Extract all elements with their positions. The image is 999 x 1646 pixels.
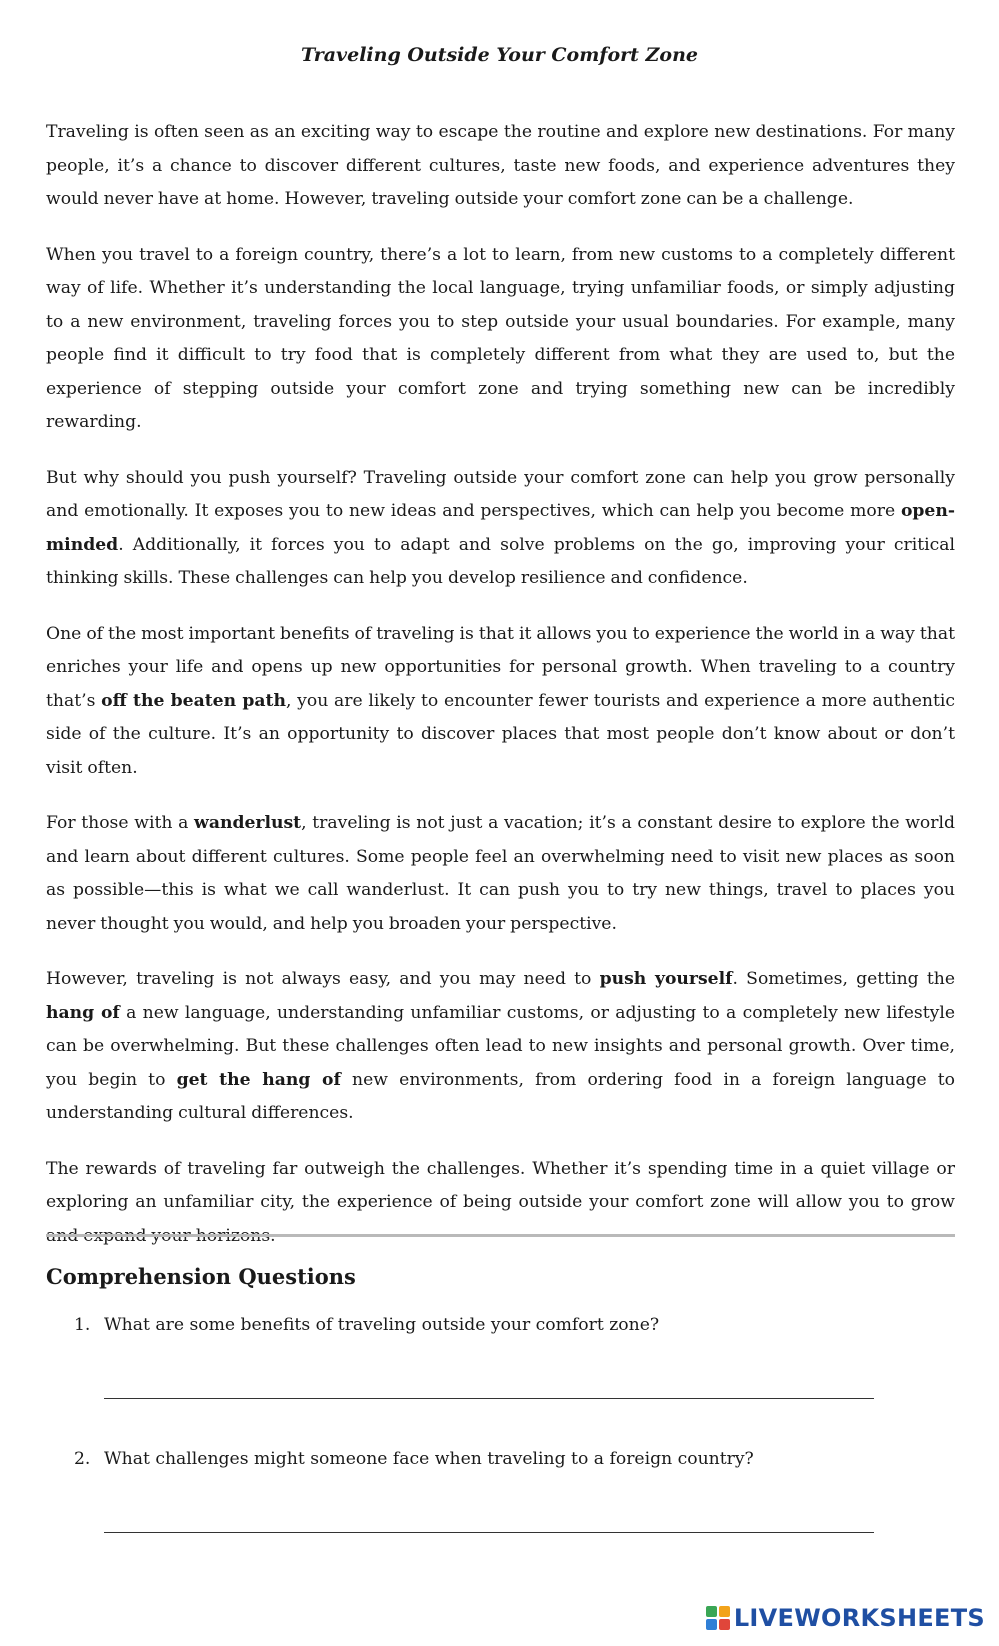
text-run-0: Traveling is often seen as an exciting way to escape the routine and explore new destinations. For many people, it’s a chance to discover different cultures, taste new foods, and experience adventures they would never have at home. However, traveling outside your comfort zone can be a challenge. bbox=[46, 122, 955, 209]
liveworksheets-logo-icon bbox=[706, 1606, 730, 1630]
reading-passage bbox=[46, 116, 955, 1275]
text-run-4: a new language, understanding unfamiliar customs, or adjusting to a completely new lifestyle can be overwhelming. But these challenges often lead to new insights and personal growth. Over time, you begin to bbox=[46, 1002, 955, 1090]
answer-line-1[interactable] bbox=[104, 1398, 874, 1399]
text-run-0: When you travel to a foreign country, there’s a lot to learn, from new customs to a completely different way of life. Whether it’s understanding the local language, trying unfamiliar foods, or simply adjusting to a new environment, traveling forces you to step outside your usual boundaries. For example, many people find it difficult to try food that is completely different from what they are used to, but the experience of stepping outside your comfort zone and trying something new can be incredibly rewarding. bbox=[46, 244, 955, 432]
question-1 bbox=[74, 1312, 874, 1338]
text-run-2: . Additionally, it forces you to adapt and solve problems on the go, improving your critical thinking skills. These challenges can help you develop resilience and confidence. bbox=[46, 534, 955, 588]
document-title: Traveling Outside Your Comfort Zone bbox=[300, 44, 698, 66]
bold-term-5: get the hang of bbox=[176, 1069, 341, 1090]
question-1-number: 1. bbox=[74, 1315, 91, 1335]
brand-text: LIVEWORKSHEETS bbox=[733, 1604, 985, 1632]
bold-term-1: off the beaten path bbox=[101, 690, 286, 711]
paragraph-3 bbox=[46, 462, 955, 596]
paragraph-2 bbox=[46, 239, 955, 440]
text-run-2: . Sometimes, getting the bbox=[732, 969, 955, 989]
logo-square-3 bbox=[706, 1619, 717, 1630]
question-1-text: What are some benefits of traveling outside your comfort zone? bbox=[104, 1315, 660, 1335]
paragraph-5 bbox=[46, 807, 955, 941]
paragraph-1 bbox=[46, 116, 955, 217]
text-run-6: new environments, from ordering food in a foreign language to understanding cultural differences. bbox=[46, 1069, 956, 1123]
question-2-number: 2. bbox=[74, 1449, 91, 1469]
question-2 bbox=[74, 1446, 874, 1472]
questions-heading: Comprehension Questions bbox=[46, 1264, 356, 1289]
bold-term-1: push yourself bbox=[599, 969, 733, 989]
answer-line-2[interactable] bbox=[104, 1532, 874, 1533]
text-run-2: , you are likely to encounter fewer tourists and experience a more authentic side of the culture. It’s an opportunity to discover places that most people don’t know about or don’t visit often. bbox=[46, 690, 955, 778]
paragraph-7 bbox=[46, 1153, 955, 1254]
logo-square-2 bbox=[719, 1606, 730, 1617]
bold-term-1: wanderlust bbox=[194, 813, 302, 833]
text-run-0: The rewards of traveling far outweigh the challenges. Whether it’s spending time in a quiet village or exploring an unfamiliar city, the experience of being outside your comfort zone will allow you to grow and expand your horizons. bbox=[46, 1158, 955, 1246]
bold-term-1: open-minded bbox=[46, 501, 955, 555]
liveworksheets-brand bbox=[706, 1604, 985, 1632]
question-2-text: What challenges might someone face when traveling to a foreign country? bbox=[104, 1449, 754, 1469]
text-run-2: , traveling is not just a vacation; it’s a constant desire to explore the world and learn about different cultures. Some people feel an overwhelming need to visit new places as soon as possible—this is what we call wanderlust. It can push you to try new things, travel to places you never thought you would, and help you broaden your perspective. bbox=[46, 813, 955, 934]
text-run-0: But why should you push yourself? Traveling outside your comfort zone can help you grow personally and emotionally. It exposes you to new ideas and perspectives, which can help you become more bbox=[46, 467, 955, 521]
logo-square-1 bbox=[706, 1606, 717, 1617]
text-run-0: One of the most important benefits of traveling is that it allows you to experience the world in a way that enriches your life and opens up new opportunities for personal growth. When traveling to a country that’s bbox=[46, 623, 955, 711]
logo-square-4 bbox=[719, 1619, 730, 1630]
paragraph-4 bbox=[46, 618, 955, 786]
text-run-0: However, traveling is not always easy, and you may need to bbox=[46, 969, 600, 989]
text-run-0: For those with a bbox=[46, 813, 195, 833]
section-divider bbox=[46, 1234, 955, 1237]
paragraph-6 bbox=[46, 963, 955, 1131]
bold-term-3: hang of bbox=[46, 1002, 120, 1023]
